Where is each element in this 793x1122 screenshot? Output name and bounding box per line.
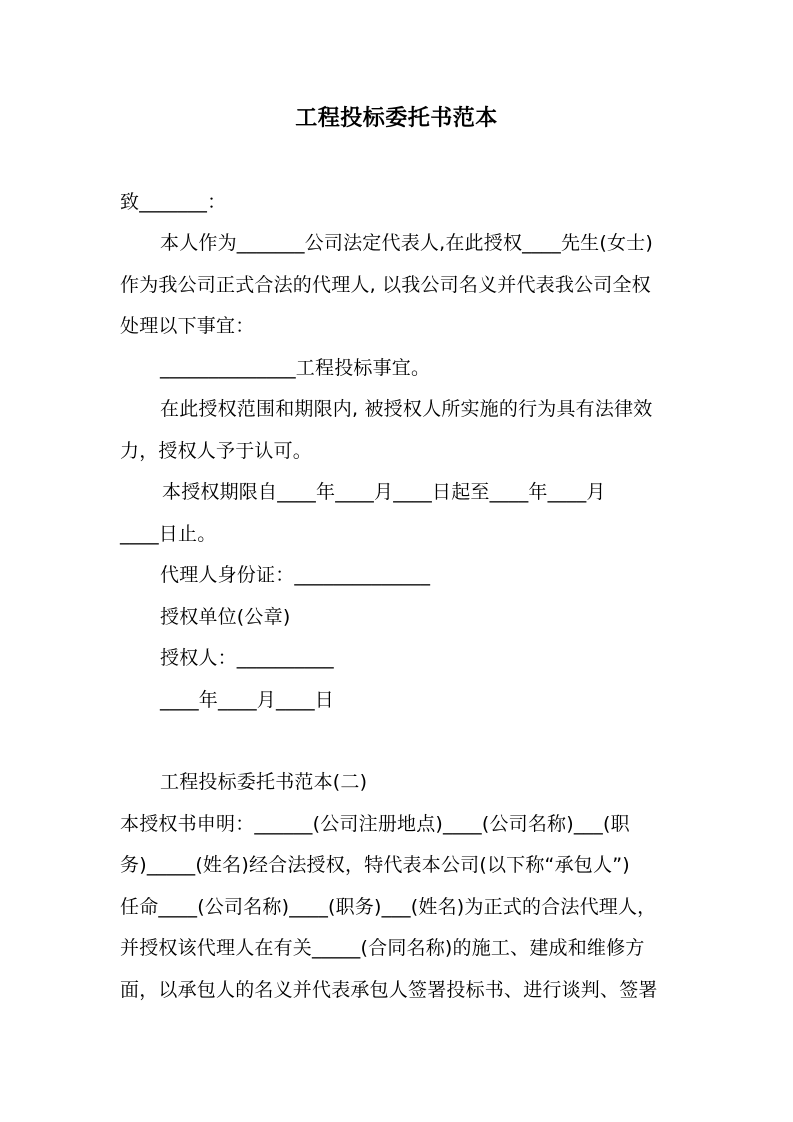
paragraph-line: 本授权期限自____年____月____日起至____年____月 (162, 481, 606, 503)
paragraph-line: ______________工程投标事宜。 (160, 357, 431, 379)
authorizer-line: 授权人：__________ (160, 647, 334, 669)
date-line: ____年____月____日 (160, 689, 335, 711)
document-title: 工程投标委托书范本 (295, 106, 498, 131)
paragraph-line: 面，以承包人的名义并代表承包人签署投标书、进行谈判、签署 (120, 979, 658, 1001)
paragraph-line: 本授权书申明：______(公司注册地点)____(公司名称)___(职 (120, 813, 630, 835)
authorizing-unit-line: 授权单位(公章) (160, 606, 291, 628)
section-heading: 工程投标委托书范本(二) (160, 771, 368, 793)
paragraph-line: 并授权该代理人在有关_____(合同名称)的施工、建成和维修方 (120, 937, 645, 959)
paragraph-line: 在此授权范围和期限内, 被授权人所实施的行为具有法律效 (160, 398, 653, 420)
agent-id-line: 代理人身份证：______________ (160, 564, 431, 586)
paragraph-line: 力，授权人予于认可。 (120, 440, 313, 462)
paragraph-line: 务)_____(姓名)经合法授权，特代表本公司(以下称“承包人”) (120, 854, 630, 876)
paragraph-line: 本人作为_______公司法定代表人,在此授权____先生(女士) (160, 232, 653, 254)
paragraph-line: 处理以下事宜： (120, 315, 255, 337)
paragraph-line: ____日止。 (120, 523, 217, 545)
paragraph-line: 作为我公司正式合法的代理人, 以我公司名义并代表我公司全权 (120, 274, 651, 296)
paragraph-line: 任命____(公司名称)____(职务)___(姓名)为正式的合法代理人， (120, 896, 657, 918)
addressee-line: 致_______： (120, 191, 227, 213)
